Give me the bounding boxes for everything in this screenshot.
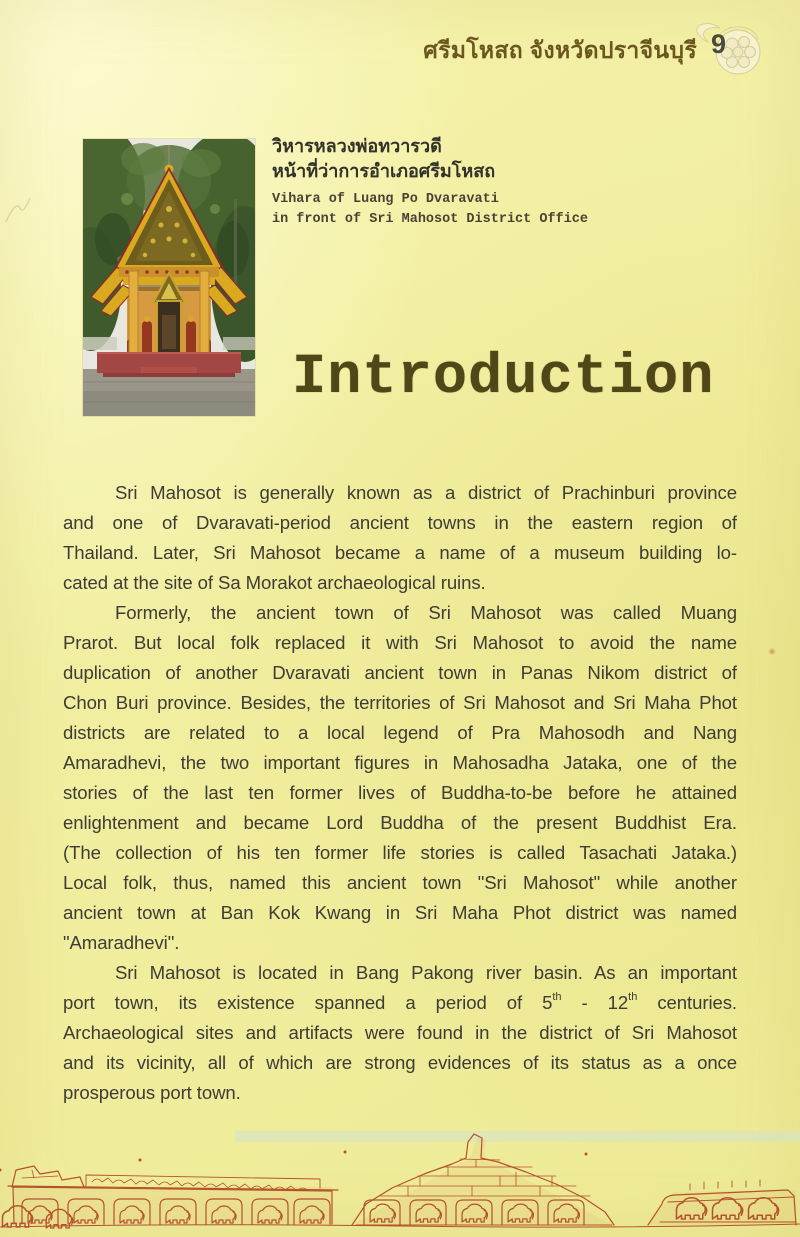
body-line: (The collection of his ten former life stories is called Tasachati Jataka.): [63, 842, 737, 863]
body-line: port town, its existence spanned a period of 5th - 12th centuries.: [63, 991, 737, 1013]
body-line: Local folk, thus, named this ancient town "Sri Mahosot" while another: [63, 872, 737, 893]
photo-caption: [272, 134, 588, 230]
caption-en-line2: in front of Sri Mahosot District Office: [272, 212, 588, 227]
body-line: duplication of another Dvaravati ancient town in Panas Nikom district of: [63, 662, 737, 683]
pencil-smudge: [2, 182, 42, 232]
page-number: 9: [711, 29, 727, 59]
body-line: Prarot. But local folk replaced it with Sri Mahosot to avoid the name: [63, 632, 737, 653]
body-line: Sri Mahosot is located in Bang Pakong river basin. As an important: [115, 962, 737, 983]
body-line: ancient town at Ban Kok Kwang in Sri Maha Phot district was named: [63, 902, 737, 923]
ruins-illustration: [0, 1130, 800, 1237]
body-line: districts are related to a local legend of Pra Mahosodh and Nang: [63, 722, 737, 743]
vihara-photo-art: [83, 139, 255, 416]
vihara-photo: [83, 139, 255, 416]
body-line: "Amaradhevi".: [63, 932, 180, 953]
body-text: [63, 478, 737, 1108]
ink-speck: [768, 648, 776, 655]
body-line: prosperous port town.: [63, 1082, 241, 1103]
body-line: and one of Dvaravati-period ancient towns in the eastern region of: [63, 512, 737, 533]
body-line: and its vicinity, all of which are strong evidences of its status as a once: [63, 1052, 737, 1073]
body-line: Archaeological sites and artifacts were found in the district of Sri Mahosot: [63, 1022, 737, 1043]
body-line: enlightenment and became Lord Buddha of the present Buddhist Era.: [63, 812, 737, 833]
section-title: Introduction: [292, 346, 715, 410]
body-line: Amaradhevi, the two important figures in Mahosadha Jataka, one of the: [63, 752, 737, 773]
body-line: stories of the last ten former lives of Buddha-to-be before he attained: [63, 782, 737, 803]
caption-thai-line2: หน้าที่ว่าการอำเภอศรีมโหสถ: [272, 161, 496, 181]
body-line: cated at the site of Sa Morakot archaeological ruins.: [63, 572, 486, 593]
header-title-thai: ศรีมโหสถ จังหวัดปราจีนบุรี: [423, 37, 697, 63]
caption-en-line1: Vihara of Luang Po Dvaravati: [272, 192, 499, 207]
body-line: Thailand. Later, Sri Mahosot became a name of a museum building lo-: [63, 542, 737, 563]
body-line: Formerly, the ancient town of Sri Mahosot was called Muang: [115, 602, 737, 623]
body-line: Sri Mahosot is generally known as a district of Prachinburi province: [115, 482, 737, 503]
body-line: Chon Buri province. Besides, the territories of Sri Mahosot and Sri Maha Phot: [63, 692, 737, 713]
floral-swirl-ornament-icon: [690, 20, 782, 84]
caption-thai-line1: วิหารหลวงพ่อทวารวดี: [272, 136, 442, 156]
